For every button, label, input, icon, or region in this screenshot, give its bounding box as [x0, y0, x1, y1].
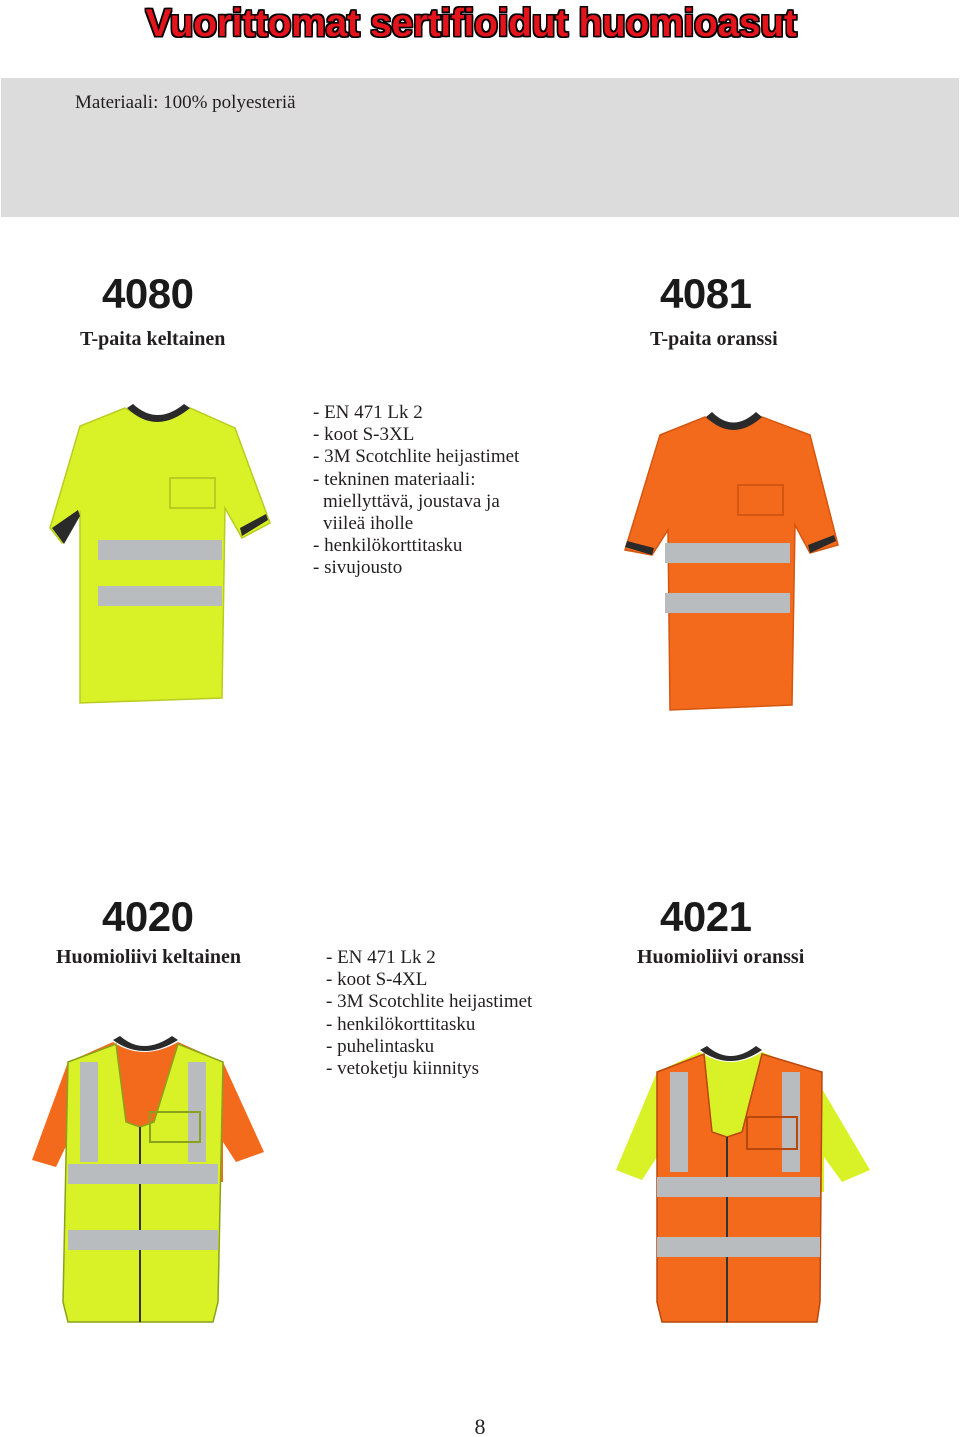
yellow-tshirt-image — [30, 398, 280, 718]
vest-spec-list — [326, 947, 532, 1080]
orange-vest-image — [612, 1042, 874, 1342]
spec-line: - 3M Scotchlite heijastimet — [313, 446, 520, 468]
yellow-vest-image — [28, 1032, 268, 1332]
spec-line: - vetoketju kiinnitys — [326, 1057, 480, 1079]
spec-line: - sivujousto — [313, 557, 403, 579]
tshirt-spec-list — [313, 402, 519, 580]
spec-line: - EN 471 Lk 2 — [326, 947, 436, 968]
material-text: Materiaali: 100% polyesteriä — [75, 92, 296, 113]
page-title: Vuorittomat sertifioidut huomioasut — [145, 2, 797, 45]
spec-line: - koot S-3XL — [313, 424, 415, 446]
product-code-4081: 4081 — [660, 270, 752, 317]
product-name-4081: T-paita oranssi — [650, 328, 778, 350]
material-info-band — [1, 78, 959, 217]
product-code-4021: 4021 — [660, 893, 752, 940]
spec-line: viileä iholle — [323, 512, 414, 534]
product-name-4021: Huomioliivi oranssi — [637, 946, 805, 968]
page-number: 8 — [474, 1414, 486, 1437]
orange-tshirt-image — [620, 405, 870, 715]
spec-line: - tekninen materiaali: — [313, 468, 476, 490]
spec-line: - 3M Scotchlite heijastimet — [326, 991, 533, 1013]
spec-line: - henkilökorttitasku — [326, 1013, 476, 1035]
spec-line: - puhelintasku — [326, 1035, 435, 1057]
product-code-4080: 4080 — [102, 270, 194, 317]
product-name-4020: Huomioliivi keltainen — [56, 946, 242, 968]
spec-line: - EN 471 Lk 2 — [313, 402, 423, 423]
product-name-4080: T-paita keltainen — [80, 328, 226, 350]
spec-line: miellyttävä, joustava ja — [323, 490, 500, 512]
spec-line: - koot S-4XL — [326, 969, 428, 991]
product-code-4020: 4020 — [102, 893, 194, 940]
spec-line: - henkilökorttitasku — [313, 535, 463, 557]
